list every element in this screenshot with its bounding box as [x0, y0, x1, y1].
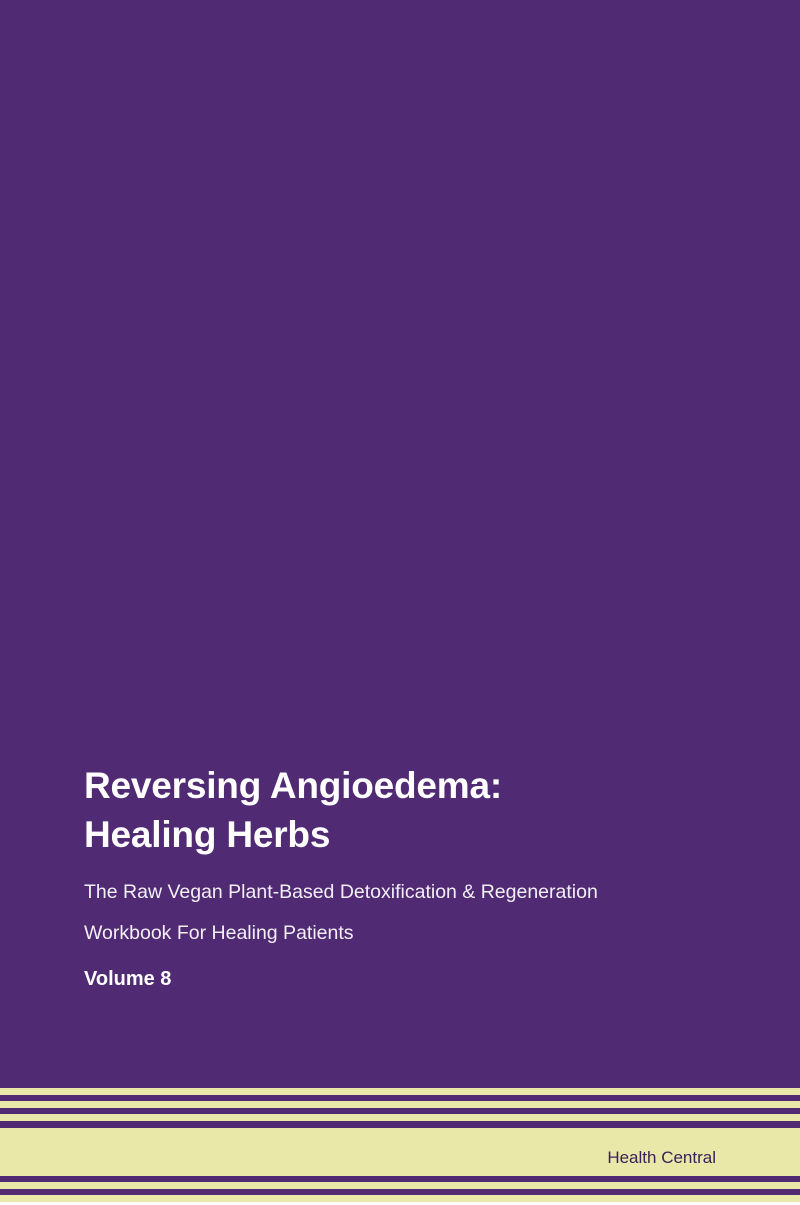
stripe-3	[0, 1114, 800, 1121]
stripe-1	[0, 1088, 800, 1095]
book-title-line-2: Healing Herbs	[84, 813, 331, 855]
publisher-name: Health Central	[607, 1148, 716, 1167]
title-block	[84, 762, 724, 991]
bottom-stripe-2	[0, 1195, 800, 1202]
bottom-stripe-1	[0, 1182, 800, 1189]
decorative-stripe-band	[0, 1088, 800, 1128]
stripe-2	[0, 1101, 800, 1108]
book-subtitle-line-1: The Raw Vegan Plant-Based Detoxification & Regeneration	[84, 880, 598, 903]
stripe-gap-3	[0, 1121, 800, 1128]
bottom-stripe-band	[0, 1176, 800, 1205]
book-title-line-1: Reversing Angioedema:	[84, 765, 502, 806]
book-subtitle-line-2: Workbook For Healing Patients	[84, 922, 354, 945]
book-volume-label: Volume 8	[84, 967, 172, 990]
